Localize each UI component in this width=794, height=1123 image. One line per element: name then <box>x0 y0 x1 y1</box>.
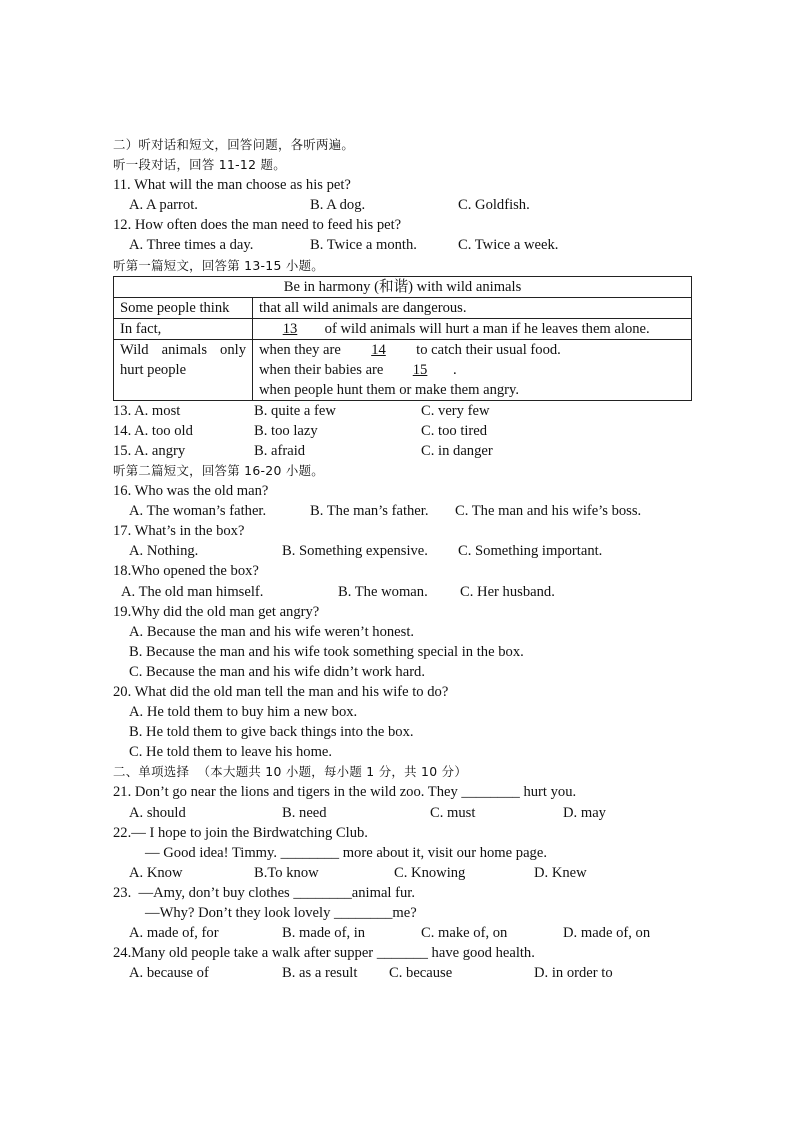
table-cell: Some people think <box>114 297 253 318</box>
option-c: C. Knowing <box>394 864 466 881</box>
option-b: B. A dog. <box>310 197 366 214</box>
option-b: B. The man’s father. <box>310 503 429 520</box>
table-text: when people hunt them or make them angry. <box>259 381 520 398</box>
question-options <box>113 803 693 823</box>
section-heading: 二）听对话和短文，回答问题，各听两遍。 <box>113 137 355 152</box>
option-c: C. because <box>389 965 453 982</box>
option-c: C. Twice a week. <box>458 237 559 254</box>
table-text: when their babies are <box>259 361 388 378</box>
option-c: C. Her husband. <box>460 583 555 600</box>
option-a: A. He told them to buy him a new box. <box>129 704 358 721</box>
table-title: Be in harmony (和谐) with wild animals <box>114 276 692 297</box>
option-b: B. quite a few <box>254 402 336 419</box>
option-b: B. too lazy <box>254 422 318 439</box>
question-stem: 19.Why did the old man get angry? <box>113 603 320 620</box>
question-options <box>113 441 693 461</box>
option-c: C. Something important. <box>458 543 603 560</box>
question-options <box>113 501 693 521</box>
table-cell: Wild animals only hurt people <box>114 339 253 400</box>
option-b: B. Twice a month. <box>310 237 417 254</box>
blank-13: 13 <box>282 320 298 337</box>
table-cell <box>253 339 692 400</box>
option-a: A. made of, for <box>129 925 219 942</box>
question-stem: 12. How often does the man need to feed his pet? <box>113 217 402 234</box>
option-a: A. A parrot. <box>129 197 198 214</box>
question-options <box>113 582 693 602</box>
question-stem: 16. Who was the old man? <box>113 483 269 500</box>
option-a: A. Three times a day. <box>129 237 254 254</box>
option-b: B. The woman. <box>338 583 428 600</box>
option-c: C. Because the man and his wife didn’t work hard. <box>129 663 425 680</box>
question-stem: 22.— I hope to join the Birdwatching Club. <box>113 824 368 841</box>
option-b: B. need <box>282 804 327 821</box>
question-stem-reply: — Good idea! Timmy. ________ more about it, visit our home page. <box>145 844 547 861</box>
option-c: C. The man and his wife’s boss. <box>455 503 642 520</box>
option-a: A. Because the man and his wife weren’t honest. <box>129 623 415 640</box>
question-stem: 17. What’s in the box? <box>113 523 245 540</box>
question-options <box>113 863 693 883</box>
option-c: C. very few <box>421 402 490 419</box>
option-b: B.To know <box>254 864 319 881</box>
table-cell <box>253 318 692 339</box>
option-a: A. The woman’s father. <box>129 503 267 520</box>
option-d: D. in order to <box>534 965 613 982</box>
question-stem-reply: —Why? Don’t they look lovely ________me? <box>145 905 417 921</box>
table-cell: In fact, <box>114 318 253 339</box>
option-d: D. Knew <box>534 864 587 881</box>
question-options <box>113 195 693 215</box>
option-c: C. Goldfish. <box>458 197 530 214</box>
question-stem: 23. —Amy, don’t buy clothes ________animal fur. <box>113 884 415 901</box>
option-a: A. should <box>129 804 186 821</box>
option-d: D. made of, on <box>563 925 651 942</box>
option-a: A. Know <box>129 864 183 881</box>
table-cell: that all wild animals are dangerous. <box>253 297 692 318</box>
harmony-table <box>113 276 692 401</box>
table-text: to catch their usual food. <box>412 341 561 358</box>
question-stem: 21. Don’t go near the lions and tigers in the wild zoo. They ________ hurt you. <box>113 784 577 801</box>
option-b: B. He told them to give back things into the box. <box>129 724 414 741</box>
option-c: C. must <box>430 804 476 821</box>
question-stem: 18.Who opened the box? <box>113 563 259 580</box>
question-stem: 24.Many old people take a walk after supper _______ have good health. <box>113 945 535 962</box>
table-text: when they are <box>259 341 345 358</box>
option-a: A. because of <box>129 965 209 982</box>
table-text: . <box>453 361 457 378</box>
option-b: B. Because the man and his wife took something special in the box. <box>129 643 524 660</box>
dialog-intro: 听一段对话，回答 11-12 题。 <box>113 157 286 173</box>
single-choice-heading: 二、单项选择 （本大题共 10 小题，每小题 1 分，共 10 分） <box>113 764 468 780</box>
option-c: C. in danger <box>421 442 493 459</box>
option-c: C. too tired <box>421 422 488 439</box>
question-options <box>113 421 693 441</box>
option-a: 13. A. most <box>113 402 181 419</box>
option-a: 14. A. too old <box>113 422 193 439</box>
option-a: A. The old man himself. <box>121 583 264 600</box>
option-b: B. as a result <box>282 965 358 982</box>
question-stem: 11. What will the man choose as his pet? <box>113 177 351 194</box>
option-b: B. afraid <box>254 442 306 459</box>
blank-14: 14 <box>371 341 386 358</box>
question-options <box>113 541 693 561</box>
table-text: of wild animals will hurt a man if he leaves them alone. <box>321 320 650 337</box>
option-a: A. Nothing. <box>129 543 199 560</box>
blank-15: 15 <box>412 361 428 378</box>
passage2-intro: 听第二篇短文，回答第 16-20 小题。 <box>113 462 324 478</box>
option-c: C. He told them to leave his home. <box>129 744 333 761</box>
question-stem: 20. What did the old man tell the man and his wife to do? <box>113 683 449 700</box>
question-options <box>113 401 693 421</box>
option-a: 15. A. angry <box>113 442 186 459</box>
option-b: B. made of, in <box>282 925 366 942</box>
exam-page <box>113 135 693 983</box>
option-b: B. Something expensive. <box>282 543 428 560</box>
option-d: D. may <box>563 804 606 821</box>
option-c: C. make of, on <box>421 925 508 942</box>
question-options <box>113 923 693 943</box>
passage1-intro: 听第一篇短文，回答第 13-15 小题。 <box>113 257 324 273</box>
question-options <box>113 963 693 983</box>
question-options <box>113 235 693 255</box>
